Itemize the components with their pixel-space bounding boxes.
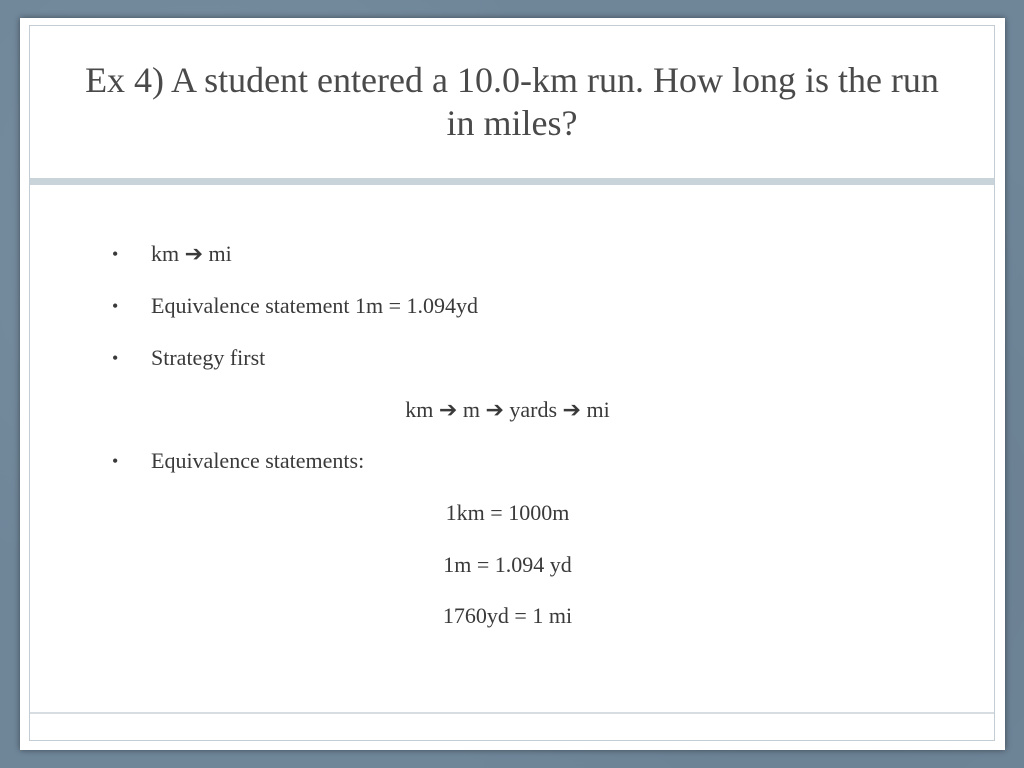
bullet-marker: • [112,451,119,471]
equivalence-line: 1760yd = 1 mi [442,603,573,628]
bottom-divider [30,712,994,714]
bullet-marker: • [112,244,119,264]
slide-title: Ex 4) A student entered a 10.0-km run. How long is the run in miles? [85,60,939,143]
equivalence-line: 1km = 1000m [445,500,570,525]
bullet-item-direction: km ➔ mi [151,241,232,266]
slide [20,18,1005,750]
bullet-marker: • [112,296,119,316]
equivalence-line: 1m = 1.094 yd [443,552,572,577]
bullet-item-equivalences-heading: Equivalence statements: [151,448,365,473]
strategy-chain: km ➔ m ➔ yards ➔ mi [405,397,610,422]
bullet-marker: • [112,348,119,368]
slide-content [20,18,1005,750]
bullet-item-strategy: Strategy first [151,345,266,370]
bullet-item-equivalence: Equivalence statement 1m = 1.094yd [151,293,479,318]
